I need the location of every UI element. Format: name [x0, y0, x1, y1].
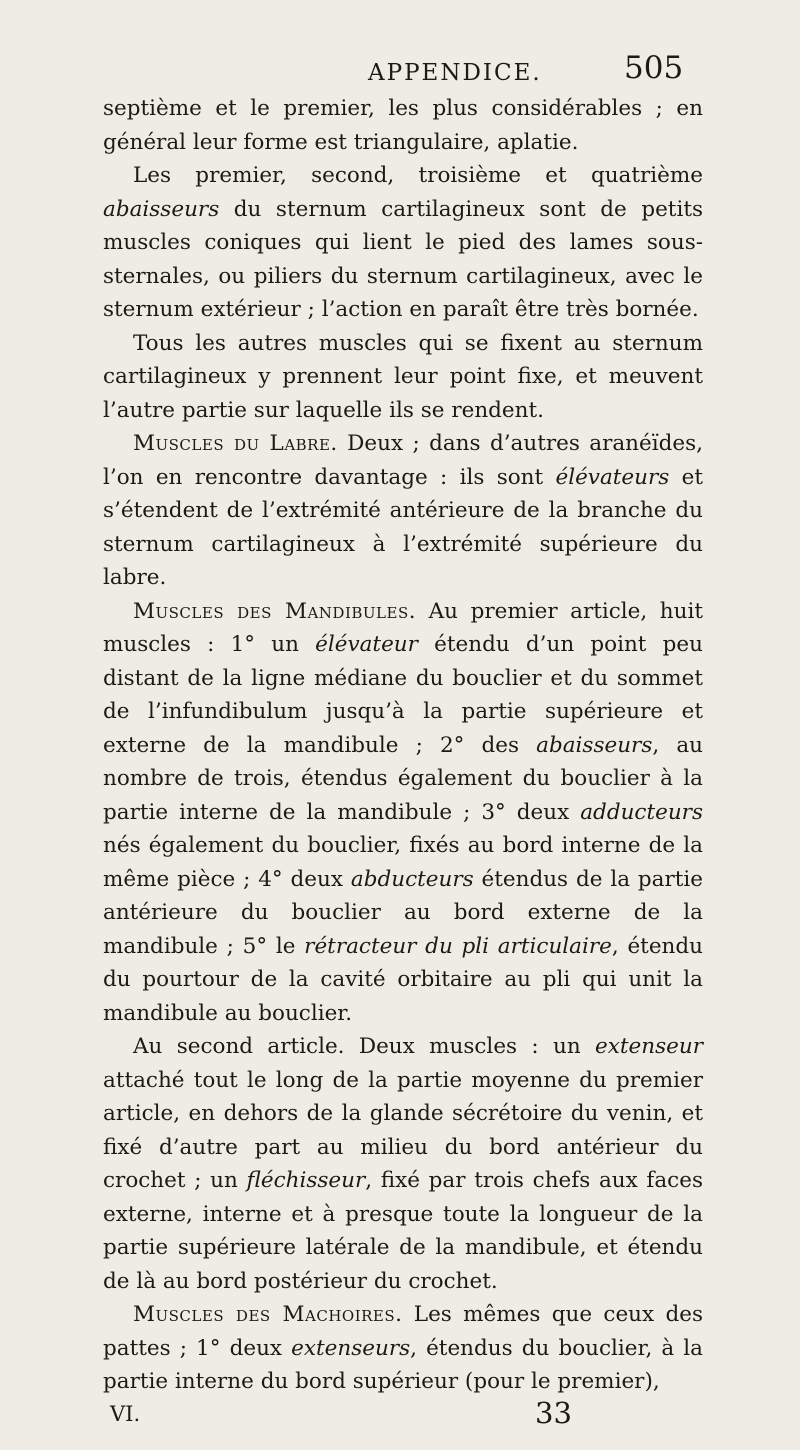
paragraph: [103, 1298, 703, 1399]
emphasis: rétracteur du pli articulaire: [304, 933, 612, 959]
paragraph: [103, 1030, 703, 1298]
section-heading: Muscles des Mandibules.: [133, 598, 417, 624]
text-run: Au second article. Deux muscles : un: [133, 1034, 596, 1059]
text-run: Les premier, second, troisième et quatrième: [133, 163, 703, 188]
text-run: Les mêmes que ceux des pattes ; 1° deux: [103, 1302, 703, 1361]
text-run: du sternum cartilagineux sont de petits muscles coniques qui lient le pied des lames sous-sternales, ou piliers du sternum cartilagineux, avec le sternum extérieur ; l’action en paraît être très bornée.: [103, 196, 703, 322]
signature-mark: VI.: [110, 1402, 141, 1426]
emphasis: élévateurs: [555, 464, 670, 490]
emphasis: extenseur: [595, 1034, 703, 1059]
running-head: [0, 48, 800, 92]
paragraph: [103, 327, 703, 428]
text-run: étendus de la partie antérieure du bouclier au bord externe de la mandibule ; 5° le: [103, 866, 704, 959]
emphasis: fléchisseur: [246, 1168, 366, 1193]
paragraph: [103, 595, 703, 1031]
text-run: nés également du bouclier, fixés au bord interne de la même pièce ; 4° deux: [103, 833, 703, 892]
text-run: Au premier article, huit muscles : 1° un: [103, 598, 703, 657]
emphasis: élévateur: [315, 632, 418, 657]
section-heading: Muscles des Machoires.: [133, 1302, 403, 1327]
running-head-title: APPENDICE.: [368, 60, 542, 86]
text-run: Tous les autres muscles qui se fixent au sternum cartilagineux y prennent leur point fixe, et meuvent l’autre partie sur laquelle ils se rendent.: [103, 330, 703, 423]
text-run: attaché tout le long de la partie moyenne du premier article, en dehors de la glande sécrétoire du venin, et fixé d’autre part au milieu du bord antérieur du crochet ; un: [103, 1067, 703, 1193]
emphasis: abaisseurs: [536, 732, 653, 758]
text-run: et s’étendent de l’extrémité antérieure de la branche du sternum cartilagineux à l’extrémité supérieure du labre.: [103, 464, 703, 590]
text-run: étendu d’un point peu distant de la ligne médiane du bouclier et du sommet de l’infundibulum jusqu’à la partie supérieure et externe de la mandibule ; 2° des: [103, 632, 703, 758]
page-footer: [110, 1396, 640, 1432]
emphasis: extenseurs: [291, 1335, 411, 1361]
text-run: Deux ; dans d’autres aranéïdes, l’on en rencontre davantage : ils sont: [103, 431, 703, 490]
emphasis: abducteurs: [350, 866, 474, 892]
text-run: , fixé par trois chefs aux faces externe, interne et à presque toute la longueur de la partie supérieure latérale de la mandibule, et étendu de là au bord postérieur du crochet.: [103, 1168, 703, 1294]
paragraph: [103, 92, 703, 159]
emphasis: adducteurs: [580, 799, 703, 825]
page-number: 505: [624, 50, 684, 86]
text-run: , au nombre de trois, étendus également du bouclier à la partie interne de la mandibule ; 3° deux: [103, 732, 703, 825]
section-heading: Muscles du Labre.: [133, 431, 338, 456]
text-run: , étendus du bouclier, à la partie interne du bord supérieur (pour le premier),: [103, 1335, 703, 1394]
text-run: , étendu du pourtour de la cavité orbitaire au pli qui unit la mandibule au bouclier.: [103, 933, 703, 1026]
paragraph: [103, 159, 703, 327]
gathering-number: 33: [535, 1396, 572, 1430]
body-text: [103, 92, 703, 1399]
paragraph: [103, 427, 703, 595]
text-run: septième et le premier, les plus considérables ; en général leur forme est triangulaire, aplatie.: [103, 96, 703, 155]
emphasis: abaisseurs: [103, 196, 220, 222]
